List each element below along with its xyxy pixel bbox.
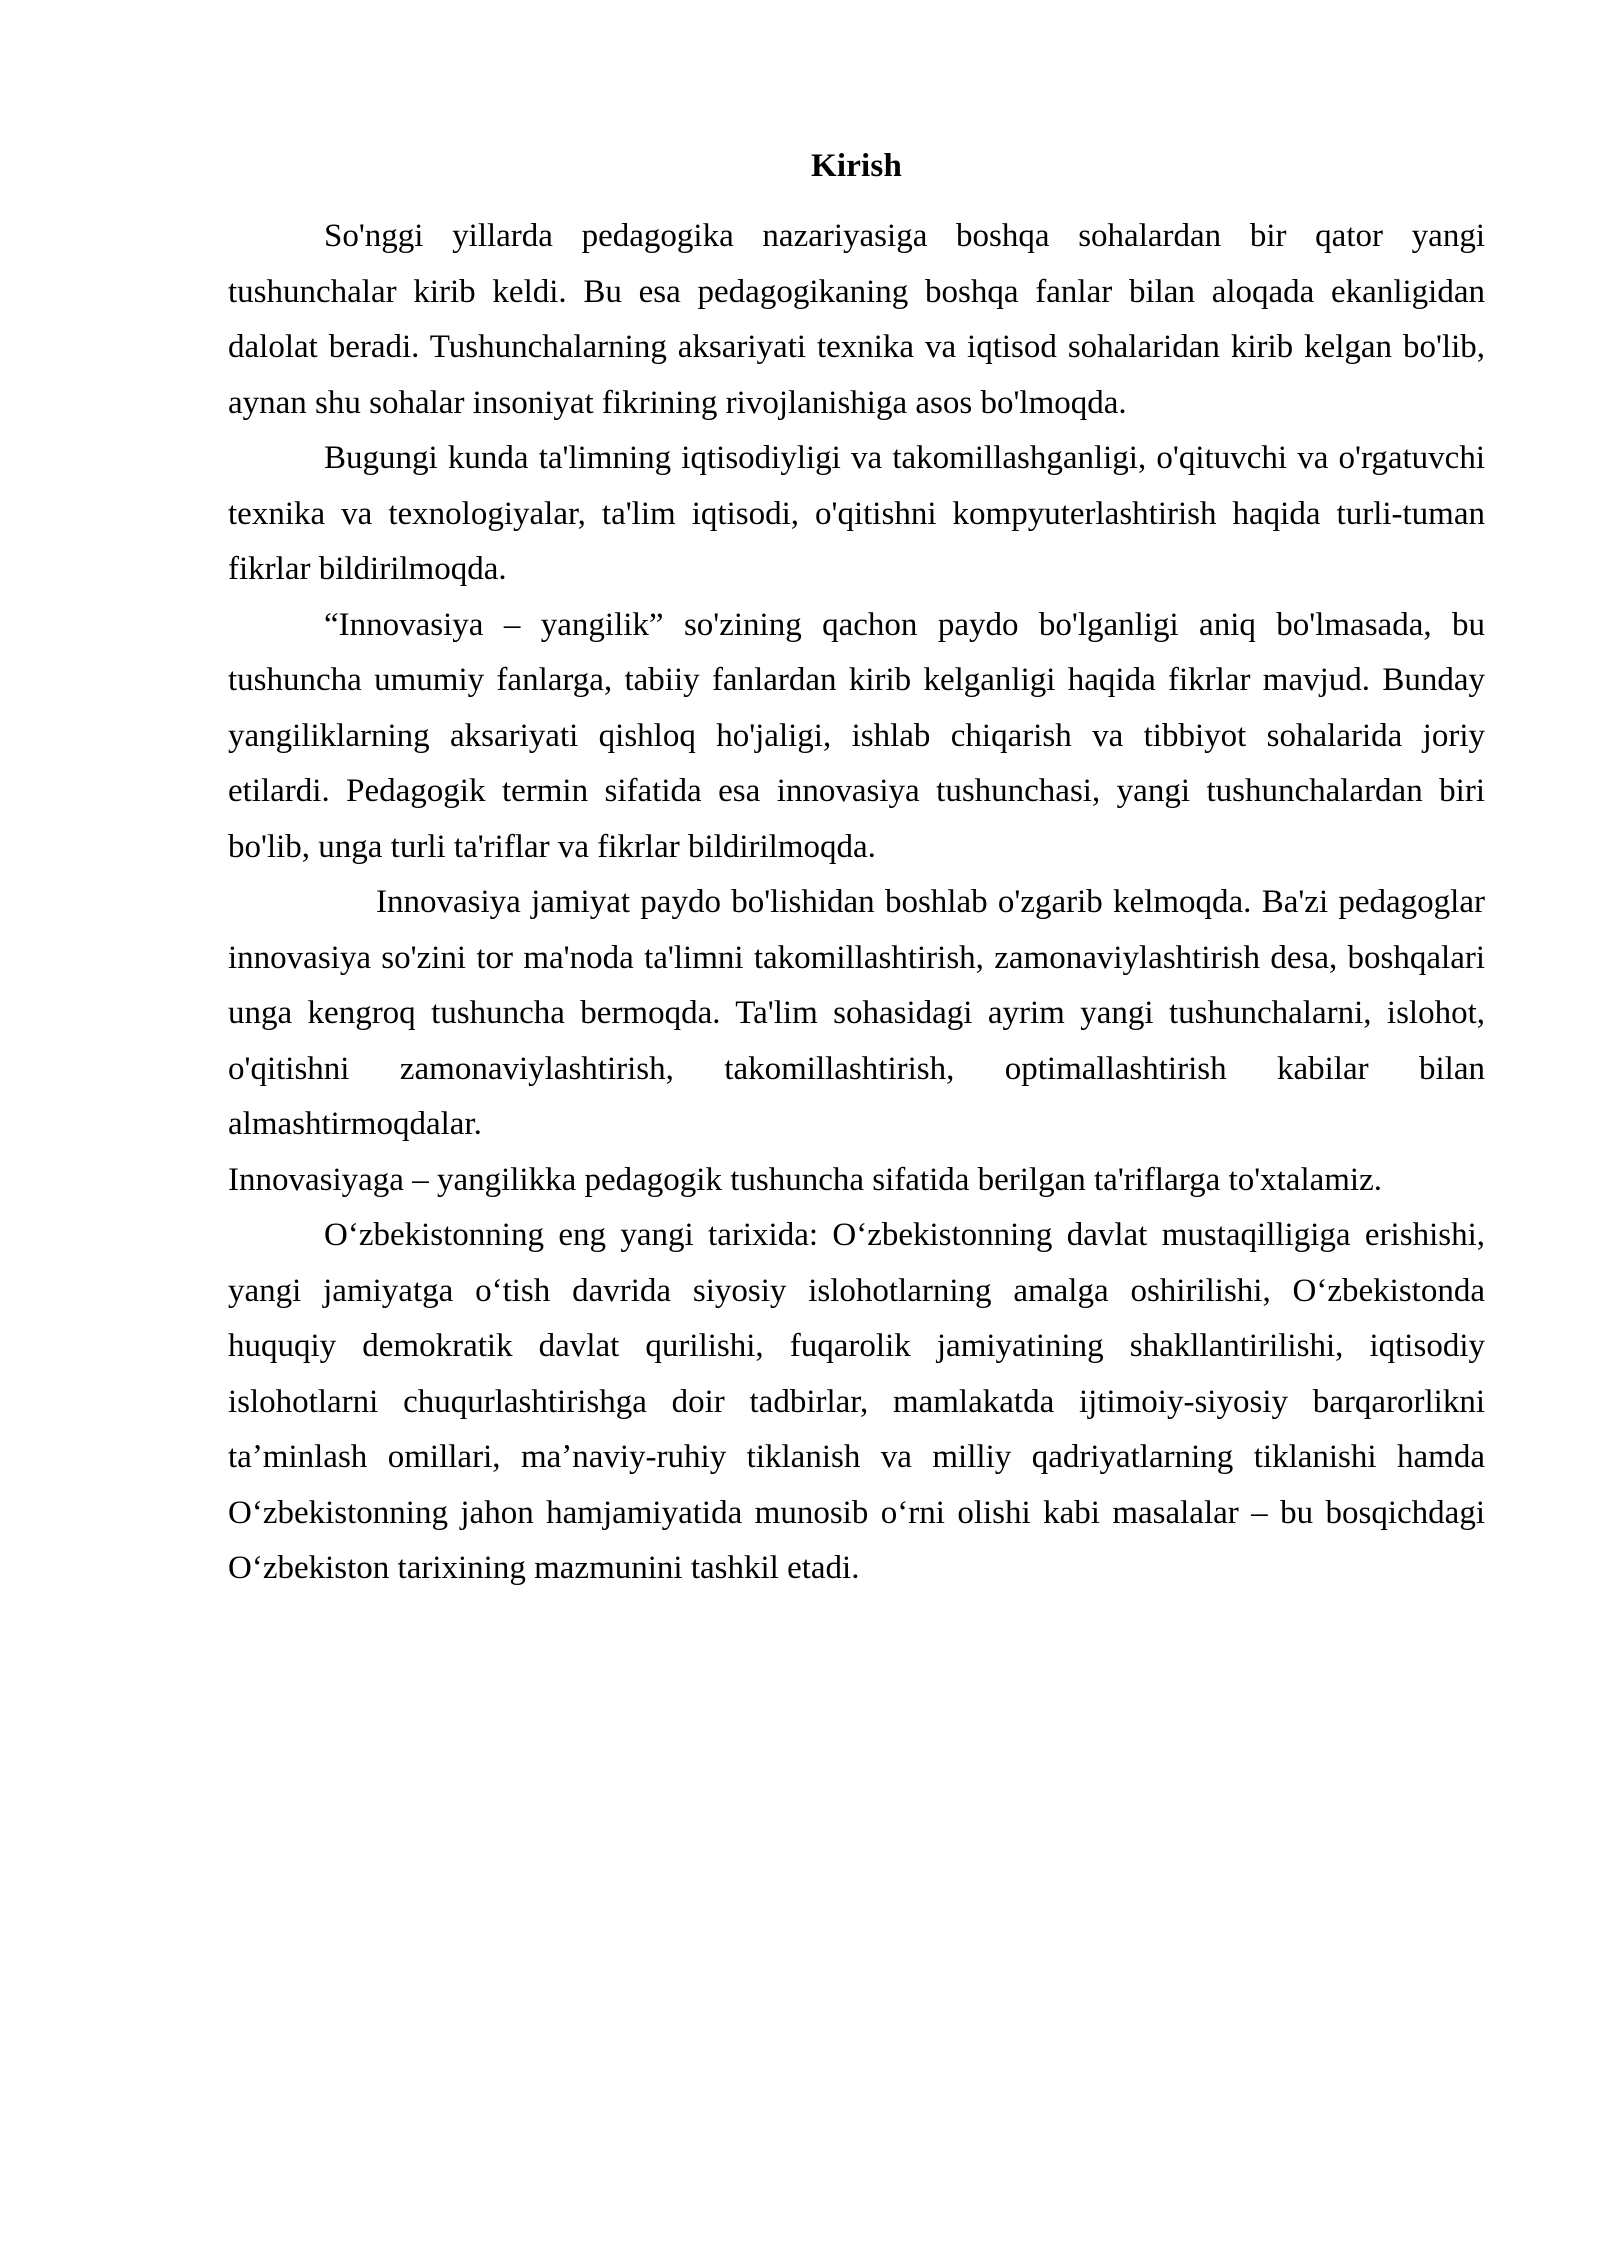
- paragraph-3: “Innovasiya – yangilik” so'zining qachon paydo bo'lganligi aniq bo'lmasada, bu tushuncha umumiy fanlarga, tabiiy fanlardan kirib kelganligi haqida fikrlar mavjud. Bunday yangiliklarning aksariyati qishloq ho'jaligi, ishlab chiqarish va tibbiyot sohalarida joriy etilardi. Pedagogik termin sifatida esa innovasiya tushunchasi, yangi tushunchalardan biri bo'lib, unga turli ta'riflar va fikrlar bildirilmoqda.: [228, 606, 1485, 865]
- paragraph-5: Innovasiyaga – yangilikka pedagogik tushuncha sifatida berilgan ta'riflarga to'xtalamiz.: [228, 1161, 1383, 1198]
- document-body: [228, 150, 1485, 1597]
- paragraph-4: Innovasiya jamiyat paydo bo'lishidan boshlab o'zgarib kelmoqda. Ba'zi pedagoglar innovasiya so'zini tor ma'noda ta'limni takomillashtirish, zamonaviylashtirish desa, boshqalari unga kengroq tushuncha bermoqda. Ta'lim sohasidagi ayrim yangi tushunchalarni, islohot, o'qitishni zamonaviylashtirish, takomillashtirish, optimallashtirish kabilar bilan almashtirmoqdalar.: [228, 884, 1485, 1142]
- paragraph-1: So'nggi yillarda pedagogika nazariyasiga boshqa sohalardan bir qator yangi tushunchalar kirib keldi. Bu esa pedagogikaning boshqa fanlar bilan aloqada ekanligidan dalolat beradi. Tushunchalarning aksariyati texnika va iqtisod sohalaridan kirib kelgan bo'lib, aynan shu sohalar insoniyat fikrining rivojlanishiga asos bo'lmoqda.: [228, 218, 1485, 421]
- page-title: Kirish: [810, 148, 903, 184]
- paragraph-6: Oʻzbekistonning eng yangi tarixida: Oʻzbekistonning davlat mustaqilligiga erishishi, yangi jamiyatga oʻtish davrida siyosiy islohotlarning amalga oshirilishi, Oʻzbekistonda huquqiy demokratik davlat qurilishi, fuqarolik jamiyatining shakllantirilishi, iqtisodiy islohotlarni chuqurlashtirishga doir tadbirlar, mamlakatda ijtimoiy-siyosiy barqarorlikni taʼminlash omillari, maʼnaviy-ruhiy tiklanish va milliy qadriyatlarning tiklanishi hamda Oʻzbekistonning jahon hamjamiyatida munosib oʻrni olishi kabi masalalar – bu bosqichdagi Oʻzbekiston tarixining mazmunini tashkil etadi.: [228, 1217, 1485, 1586]
- paragraph-2: Bugungi kunda ta'limning iqtisodiyligi va takomillashganligi, o'qituvchi va o'rgatuvchi texnika va texnologiyalar, ta'lim iqtisodi, o'qitishni kompyuterlashtirish haqida turli-tuman fikrlar bildirilmoqda.: [228, 440, 1485, 587]
